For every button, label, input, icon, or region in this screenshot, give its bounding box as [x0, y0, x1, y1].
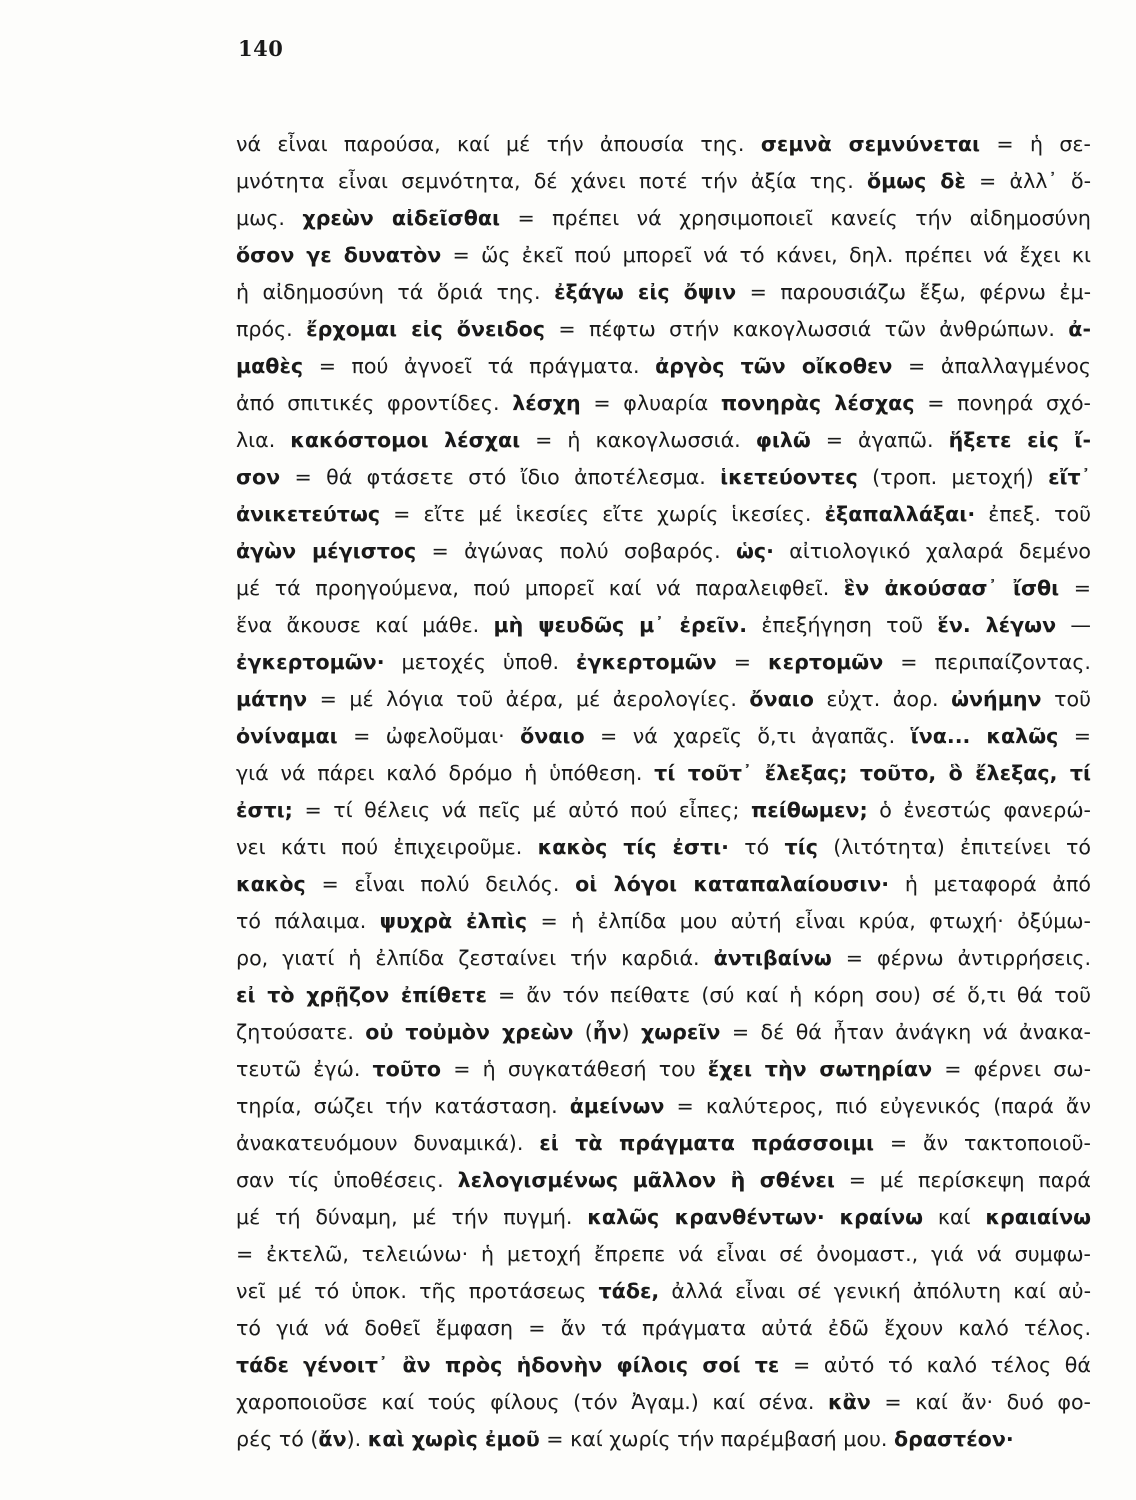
- lemma-term: ὄναιο: [520, 724, 585, 748]
- gloss-text: = πού ἀγνοεῖ τά πράγματα.: [303, 354, 656, 378]
- lemma-term: σεμνὰ σεμνύνεται: [760, 132, 981, 156]
- commentary-text: [236, 126, 1091, 1458]
- lemma-term: ἐγκερτομῶν: [576, 650, 717, 674]
- lemma-term: τάδε γένοιτ᾽ ἂν πρὸς ἡδονὴν φίλοις σοί τε: [236, 1353, 780, 1377]
- gloss-text: = εἴτε μέ ἱκεσίες εἴτε χωρίς ἱκεσίες.: [380, 502, 825, 526]
- gloss-text: = ἀγαπῶ.: [810, 428, 949, 452]
- text-line: [236, 977, 1091, 1014]
- lemma-term: ἀντιβαίνω: [713, 946, 832, 970]
- page-number: 140: [238, 36, 284, 61]
- gloss-text: σαν τίς ὑποθέσεις.: [236, 1168, 458, 1192]
- text-line: [236, 200, 1091, 237]
- gloss-text: =: [1058, 724, 1091, 748]
- gloss-text: τευτῶ ἐγώ.: [236, 1057, 373, 1081]
- text-line: [236, 903, 1091, 940]
- lemma-term: ἓν ἀκούσασ᾽ ἴσθι: [843, 576, 1060, 600]
- gloss-text: ἐπεξήγηση τοῦ: [747, 613, 938, 637]
- lemma-term: τί τοῦτ᾽ ἔλεξας; τοῦτο, ὃ ἔλεξας, τί: [654, 761, 1091, 785]
- lemma-term: κραίνω: [839, 1205, 924, 1229]
- text-line: [236, 1273, 1091, 1310]
- lemma-term: ἐξάγω εἰς ὄψιν: [554, 280, 737, 304]
- gloss-text: =: [1059, 576, 1091, 600]
- gloss-text: τοῦ: [1041, 687, 1091, 711]
- lemma-term: λελογισμένως μᾶλλον ἢ σθένει: [457, 1168, 835, 1192]
- text-line: [236, 1162, 1091, 1199]
- text-line: [236, 792, 1091, 829]
- lemma-term: τοῦτο: [372, 1057, 442, 1081]
- lemma-term: ἱκετεύοντες: [720, 465, 858, 489]
- text-line: [236, 1088, 1091, 1125]
- lemma-term: ἄν: [318, 1427, 347, 1451]
- lemma-term: ὀνίναμαι: [236, 724, 338, 748]
- lemma-term: κακὸς: [236, 872, 306, 896]
- lemma-term: ὅμως δὲ: [866, 169, 966, 193]
- gloss-text: αἰτιολογικό χαλαρά δεμένο: [773, 539, 1092, 563]
- text-line: [236, 1199, 1091, 1236]
- text-line: [236, 1310, 1091, 1347]
- gloss-text: ὁ ἐνεστώς φανερώ-: [867, 798, 1091, 822]
- text-line: [236, 1014, 1091, 1051]
- gloss-text: ἡ αἰδημοσύνη τά ὅριά της.: [236, 280, 555, 304]
- lemma-term: πονηρὰς λέσχας: [720, 391, 915, 415]
- lemma-term: ἐγκερτομῶν·: [236, 650, 385, 674]
- gloss-text: μνότητα εἶναι σεμνότητα, δέ χάνει ποτέ τήν ἀξία της.: [236, 169, 867, 193]
- lemma-term: χρεὼν αἰδεῖσθαι: [302, 206, 501, 230]
- text-line: [236, 1384, 1091, 1421]
- text-line: [236, 866, 1091, 903]
- gloss-text: = καί ἄν· δυό φο-: [870, 1390, 1091, 1414]
- gloss-text: = φέρνω ἀντιρρήσεις.: [831, 946, 1091, 970]
- text-line: [236, 237, 1091, 274]
- lemma-term: κραιαίνω: [985, 1205, 1092, 1229]
- text-line: [236, 422, 1091, 459]
- gloss-text: = πονηρά σχό-: [914, 391, 1091, 415]
- gloss-text: = ὠφελοῦμαι·: [337, 724, 521, 748]
- gloss-text: = ἡ ἐλπίδα μου αὐτή εἶναι κρύα, φτωχή· ὀξύμω-: [527, 909, 1091, 933]
- text-line: [236, 570, 1091, 607]
- gloss-text: = ἡ συγκατάθεσή του: [441, 1057, 708, 1081]
- gloss-text: ἀπό σπιτικές φροντίδες.: [236, 391, 513, 415]
- text-line: [236, 1051, 1091, 1088]
- lemma-term: καὶ χωρὶς ἐμοῦ: [367, 1427, 540, 1451]
- gloss-text: = εἶναι πολύ δειλός.: [305, 872, 576, 896]
- gloss-text: = ἡ κακογλωσσιά.: [520, 428, 756, 452]
- text-line: [236, 1421, 1091, 1458]
- gloss-text: (λιτότητα) ἐπιτείνει τό: [817, 835, 1091, 859]
- gloss-text: εὐχτ. ἀορ.: [813, 687, 952, 711]
- lemma-term: ἦν: [592, 1020, 622, 1044]
- lemma-term: ὠνήμην: [951, 687, 1042, 711]
- gloss-text: πρός.: [236, 317, 307, 341]
- gloss-text: ἀλλά εἶναι σέ γενική ἀπόλυτη καί αὐ-: [659, 1279, 1091, 1303]
- gloss-text: ζητούσατε.: [236, 1020, 366, 1044]
- gloss-text: = τί θέλεις νά πεῖς μέ αὐτό πού εἶπες;: [292, 798, 751, 822]
- text-line: [236, 385, 1091, 422]
- gloss-text: ἐπεξ. τοῦ: [975, 502, 1092, 526]
- gloss-text: = πρέπει νά χρησιμοποιεῖ κανείς τήν αἰδημοσύνη: [500, 206, 1091, 230]
- gloss-text: = δέ θά ἦταν ἀνάγκη νά ἀνακα-: [720, 1020, 1091, 1044]
- gloss-text: = καί χωρίς τήν παρέμβασή μου.: [539, 1427, 894, 1451]
- lemma-term: ὅσον γε δυνατὸν: [236, 243, 442, 267]
- lemma-term: κἂν: [828, 1390, 871, 1414]
- lemma-term: ὄναιο: [749, 687, 814, 711]
- lemma-term: ἐστι;: [236, 798, 293, 822]
- gloss-text: ἕνα ἄκουσε καί μάθε.: [236, 613, 494, 637]
- gloss-text: γιά νά πάρει καλό δρόμο ἡ ὑπόθεση.: [236, 761, 655, 785]
- gloss-text: = αὐτό τό καλό τέλος θά: [779, 1353, 1091, 1377]
- lemma-term: ἀνικετεύτως: [236, 502, 381, 526]
- text-line: [236, 459, 1091, 496]
- gloss-text: νεῖ μέ τό ὑποκ. τῆς προτάσεως: [236, 1279, 599, 1303]
- gloss-text: τό: [729, 835, 785, 859]
- gloss-text: =: [716, 650, 769, 674]
- lemma-term: ἀ-: [1068, 317, 1091, 341]
- gloss-text: = νά χαρεῖς ὅ,τι ἀγαπᾶς.: [584, 724, 911, 748]
- lemma-term: καλῶς κρανθέντων·: [587, 1205, 825, 1229]
- gloss-text: μέ τή δύναμη, μέ τήν πυγμή.: [236, 1205, 588, 1229]
- lemma-term: μὴ ψευδῶς μ᾽ ἐρεῖν.: [493, 613, 748, 637]
- gloss-text: = μέ λόγια τοῦ ἀέρα, μέ ἀερολογίες.: [307, 687, 750, 711]
- text-line: [236, 311, 1091, 348]
- gloss-text: ἀνακατευόμουν δυναμικά).: [236, 1131, 540, 1155]
- gloss-text: = ἀγώνας πολύ σοβαρός.: [416, 539, 736, 563]
- gloss-text: [825, 1205, 840, 1229]
- gloss-text: = ἡ σε-: [980, 132, 1091, 156]
- lemma-term: λέσχη: [512, 391, 581, 415]
- gloss-text: = φλυαρία: [580, 391, 721, 415]
- gloss-text: καί: [923, 1205, 986, 1229]
- lemma-term: ἀμείνων: [569, 1094, 665, 1118]
- text-line: [236, 607, 1091, 644]
- gloss-text: ρές τό (: [236, 1427, 319, 1451]
- text-line: [236, 644, 1091, 681]
- gloss-text: = ἄν τακτοποιοῦ-: [873, 1131, 1091, 1155]
- text-line: [236, 829, 1091, 866]
- gloss-text: = ἀπαλλαγμένος: [892, 354, 1091, 378]
- gloss-text: νει κάτι πού ἐπιχειροῦμε.: [236, 835, 538, 859]
- lemma-term: μαθὲς: [236, 354, 304, 378]
- gloss-text: = ὥς ἐκεῖ πού μπορεῖ νά τό κάνει, δηλ. πρέπει νά ἔχει κι: [441, 243, 1091, 267]
- gloss-text: = ἐκτελῶ, τελειώνω· ἡ μετοχή ἔπρεπε νά εἶναι σέ ὀνομαστ., γιά νά συμφω-: [236, 1242, 1091, 1266]
- lemma-term: μάτην: [236, 687, 308, 711]
- gloss-text: —: [1056, 613, 1092, 637]
- lemma-term: ἔχει τὴν σωτηρίαν: [707, 1057, 933, 1081]
- gloss-text: = καλύτερος, πιό εὐγενικός (παρά ἄν: [664, 1094, 1092, 1118]
- lemma-term: φιλῶ: [755, 428, 811, 452]
- gloss-text: ρο, γιατί ἡ ἐλπίδα ζεσταίνει τήν καρδιά.: [236, 946, 714, 970]
- lemma-term: εἴτ᾽: [1048, 465, 1091, 489]
- gloss-text: μως.: [236, 206, 303, 230]
- lemma-term: εἰ τὸ χρῇζον ἐπίθετε: [236, 983, 487, 1007]
- gloss-text: ).: [346, 1427, 368, 1451]
- gloss-text: τό πάλαιμα.: [236, 909, 380, 933]
- lemma-term: κακὸς τίς ἐστι·: [537, 835, 729, 859]
- gloss-text: ): [621, 1020, 641, 1044]
- text-line: [236, 1236, 1091, 1273]
- text-line: [236, 681, 1091, 718]
- lemma-term: ἕν. λέγων: [937, 613, 1057, 637]
- lemma-term: σον: [236, 465, 281, 489]
- gloss-text: νά εἶναι παρούσα, καί μέ τήν ἀπουσία της.: [236, 132, 761, 156]
- gloss-text: = ἄν τόν πείθατε (σύ καί ἡ κόρη σου) σέ ὅ,τι θά τοῦ: [486, 983, 1091, 1007]
- lemma-term: τίς: [784, 835, 818, 859]
- gloss-text: τηρία, σώζει τήν κατάσταση.: [236, 1094, 570, 1118]
- lemma-term: πείθωμεν;: [750, 798, 868, 822]
- gloss-text: χαροποιοῦσε καί τούς φίλους (τόν Ἀγαμ.) καί σένα.: [236, 1390, 828, 1414]
- lemma-term: ἔρχομαι εἰς ὄνειδος: [306, 317, 545, 341]
- gloss-text: (: [573, 1020, 593, 1044]
- gloss-text: λια.: [236, 428, 291, 452]
- gloss-text: = περιπαίζοντας.: [883, 650, 1091, 674]
- lemma-term: ἵνα... καλῶς: [910, 724, 1059, 748]
- text-line: [236, 718, 1091, 755]
- gloss-text: = θά φτάσετε στό ἴδιο ἀποτέλεσμα.: [280, 465, 721, 489]
- lemma-term: χωρεῖν: [641, 1020, 721, 1044]
- text-line: [236, 126, 1091, 163]
- lemma-term: τάδε,: [598, 1279, 660, 1303]
- lemma-term: δραστέον·: [893, 1427, 1014, 1451]
- gloss-text: (τροπ. μετοχή): [857, 465, 1049, 489]
- text-line: [236, 1347, 1091, 1384]
- lemma-term: ἀργὸς τῶν οἴκοθεν: [655, 354, 893, 378]
- text-line: [236, 274, 1091, 311]
- text-line: [236, 755, 1091, 792]
- gloss-text: τό γιά νά δοθεῖ ἔμφαση = ἄν τά πράγματα αὐτά ἐδῶ ἔχουν καλό τέλος.: [236, 1316, 1091, 1340]
- lemma-term: οὐ τοὐμὸν χρεὼν: [365, 1020, 574, 1044]
- lemma-term: εἰ τὰ πράγματα πράσσοιμι: [539, 1131, 874, 1155]
- gloss-text: = φέρνει σω-: [932, 1057, 1092, 1081]
- text-line: [236, 1125, 1091, 1162]
- lemma-term: ἐξαπαλλάξαι·: [824, 502, 976, 526]
- lemma-term: ἀγὼν μέγιστος: [236, 539, 417, 563]
- text-line: [236, 533, 1091, 570]
- text-line: [236, 163, 1091, 200]
- lemma-term: ψυχρὰ ἐλπὶς: [379, 909, 528, 933]
- text-line: [236, 348, 1091, 385]
- text-line: [236, 940, 1091, 977]
- gloss-text: = ἀλλ᾽ ὅ-: [965, 169, 1091, 193]
- lemma-term: ὡς·: [736, 539, 774, 563]
- text-line: [236, 496, 1091, 533]
- lemma-term: ἥξετε εἰς ἴ-: [948, 428, 1092, 452]
- gloss-text: ἡ μεταφορά ἀπό: [889, 872, 1092, 896]
- gloss-text: = παρουσιάζω ἔξω, φέρνω ἐμ-: [736, 280, 1092, 304]
- lemma-term: οἱ λόγοι καταπαλαίουσιν·: [575, 872, 890, 896]
- gloss-text: = μέ περίσκεψη παρά: [834, 1168, 1091, 1192]
- gloss-text: = πέφτω στήν κακογλωσσιά τῶν ἀνθρώπων.: [544, 317, 1069, 341]
- gloss-text: μετοχές ὑποθ.: [384, 650, 577, 674]
- gloss-text: μέ τά προηγούμενα, πού μπορεῖ καί νά παραλειφθεῖ.: [236, 576, 844, 600]
- lemma-term: κερτομῶν: [768, 650, 884, 674]
- lemma-term: κακόστομοι λέσχαι: [290, 428, 521, 452]
